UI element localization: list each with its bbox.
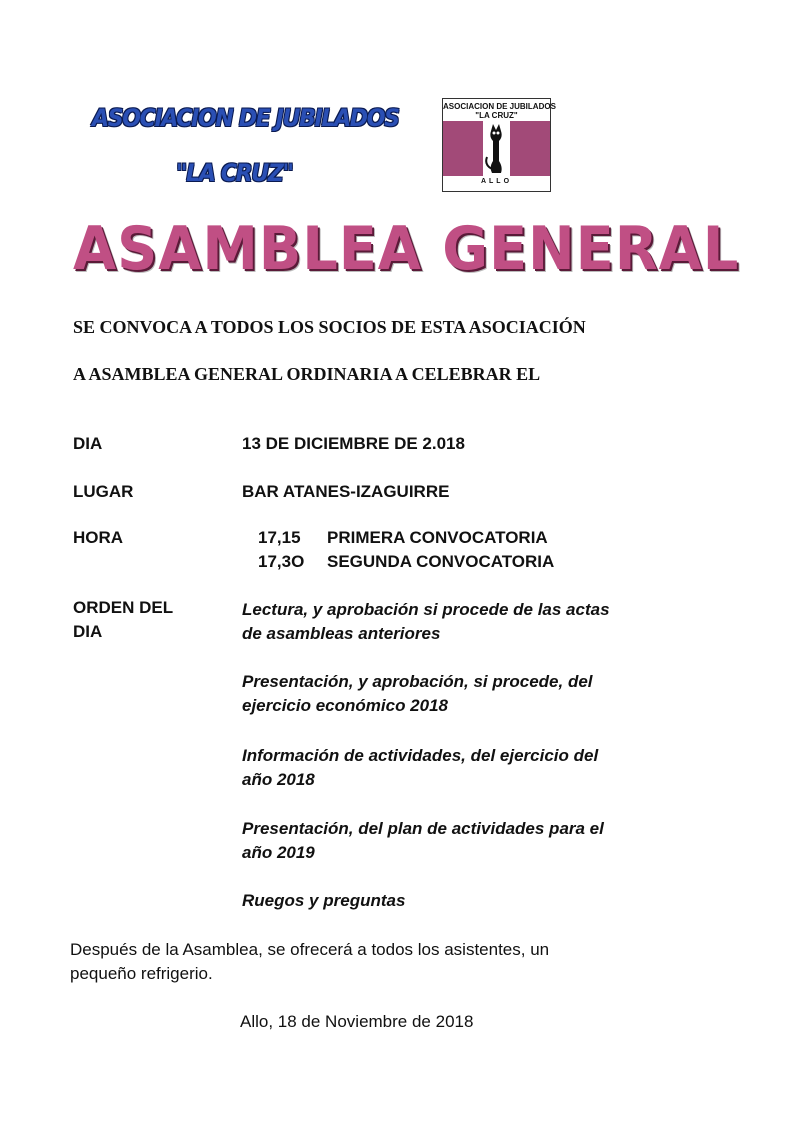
agenda-item-line2: año 2018 xyxy=(242,770,315,789)
agenda-item-line1: Presentación, y aprobación, si procede, del xyxy=(242,672,593,691)
convocation-line2: A ASAMBLEA GENERAL ORDINARIA A CELEBRAR EL xyxy=(73,364,541,384)
agenda-item xyxy=(242,670,593,718)
agenda-item xyxy=(242,744,598,792)
orden-label-line2: DIA xyxy=(73,622,103,641)
agenda-item-line2: año 2019 xyxy=(242,843,315,862)
dia-value: 13 DE DICIEMBRE DE 2.018 xyxy=(242,434,465,453)
agenda-item-line1: Presentación, del plan de actividades para el xyxy=(242,819,604,838)
agenda-item xyxy=(242,817,604,865)
agenda-item-line1: Lectura, y aprobación si procede de las actas xyxy=(242,600,610,619)
agenda-item-line1: Ruegos y preguntas xyxy=(242,891,406,910)
footer-note xyxy=(70,938,549,986)
agenda-item-line2: ejercicio económico 2018 xyxy=(242,696,448,715)
hora-label: HORA xyxy=(73,528,124,547)
agenda-item xyxy=(242,889,405,913)
logo-band-right xyxy=(510,121,550,176)
lugar-label: LUGAR xyxy=(73,482,134,501)
hora-second-text: SEGUNDA CONVOCATORIA xyxy=(327,552,555,571)
footer-note-line2: pequeño refrigerio. xyxy=(70,964,213,983)
convocation-line1: SE CONVOCA A TODOS LOS SOCIOS DE ESTA ASOCIACIÓN xyxy=(73,317,586,337)
agenda-item-line1: Información de actividades, del ejercicio del xyxy=(242,746,599,765)
logo-text-line1: ASOCIACION DE JUBILADOS xyxy=(443,102,556,111)
orden-label-line1: ORDEN DEL xyxy=(73,598,174,617)
hora-first-time: 17,15 xyxy=(258,528,301,547)
hora-first-text: PRIMERA CONVOCATORIA xyxy=(327,528,548,547)
page-title: ASAMBLEA GENERAL xyxy=(73,214,740,284)
logo-band-left xyxy=(443,121,483,176)
dia-label: DIA xyxy=(73,434,103,453)
footer-note-line1: Después de la Asamblea, se ofrecerá a todos los asistentes, un xyxy=(70,940,550,959)
logo-text-line2: "LA CRUZ" xyxy=(475,111,518,120)
org-name-line2: "LA CRUZ" xyxy=(176,159,293,187)
org-name-line1: ASOCIACION DE JUBILADOS xyxy=(92,104,399,132)
lugar-value: BAR ATANES-IZAGUIRRE xyxy=(242,482,450,501)
agenda-item xyxy=(242,598,610,646)
cat-icon xyxy=(483,121,510,176)
agenda-item-line2: de asambleas anteriores xyxy=(242,624,441,643)
association-logo xyxy=(442,98,556,192)
logo-town: ALLO xyxy=(480,178,513,185)
hora-second-time: 17,3O xyxy=(258,552,305,571)
place-date-signature: Allo, 18 de Noviembre de 2018 xyxy=(240,1012,474,1031)
